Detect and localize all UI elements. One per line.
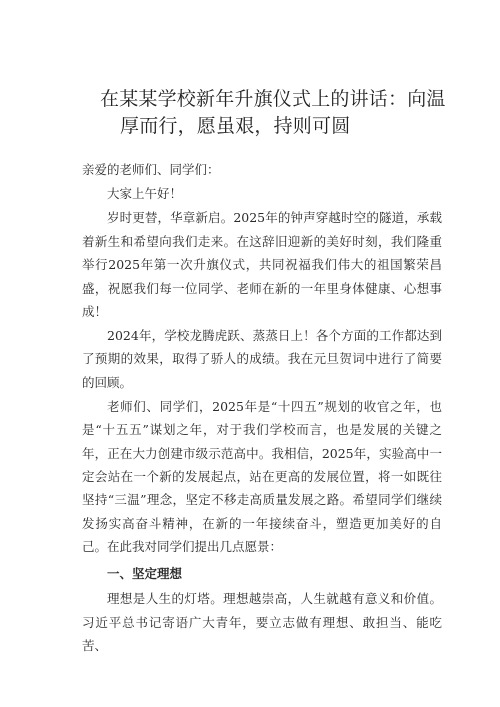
paragraph-2024-review: 2024年，学校龙腾虎跃、蒸蒸日上！各个方面的工作都达到了预期的效果，取得了骄人的成绩。我在元旦贺词中进行了简要的回顾。 <box>82 328 442 390</box>
document-body <box>82 152 442 658</box>
greeting: 大家上午好！ <box>107 186 183 202</box>
salutation: 亲爱的老师们、同学们： <box>82 162 220 177</box>
paragraph-2025-outlook: 老师们、同学们，2025年是“十四五”规划的收官之年，也是“十五五”谋划之年，对于我们学校而言，也是发展的关键之年，正在大力创建市级示范高中。我相信，2025年，实验高中一定会站在一个新的发展起点，站在更高的发展位置，将一如既往坚持“三温”理念，坚定不移走高质量发展之路。希望同学们继续发扬实高奋斗精神，在新的一年接续奋斗，塑造更加美好的自己。在此我对同学们提出几点愿景： <box>82 398 442 555</box>
section-heading: 一、坚定理想 <box>107 565 183 581</box>
paragraph-new-year: 岁时更替，华章新启。2025年的钟声穿越时空的隧道，承载着新生和希望向我们走来。在这辞旧迎新的美好时刻，我们隆重举行2025年第一次升旗仪式，共同祝福我们伟大的祖国繁荣昌盛，祝愿我们每一位同学、老师在新的一年里身体健康、心想事成！ <box>82 210 442 320</box>
title-line-2: 厚而行，愿虽艰，持则可圆 <box>120 115 351 137</box>
document-title <box>100 86 450 140</box>
section-paragraph: 理想是人生的灯塔。理想越崇高，人生就越有意义和价值。习近平总书记寄语广大青年，要立志做有理想、敢担当、能吃苦、 <box>82 591 442 653</box>
title-line-1: 在某某学校新年升旗仪式上的讲话：向温 <box>100 88 446 110</box>
